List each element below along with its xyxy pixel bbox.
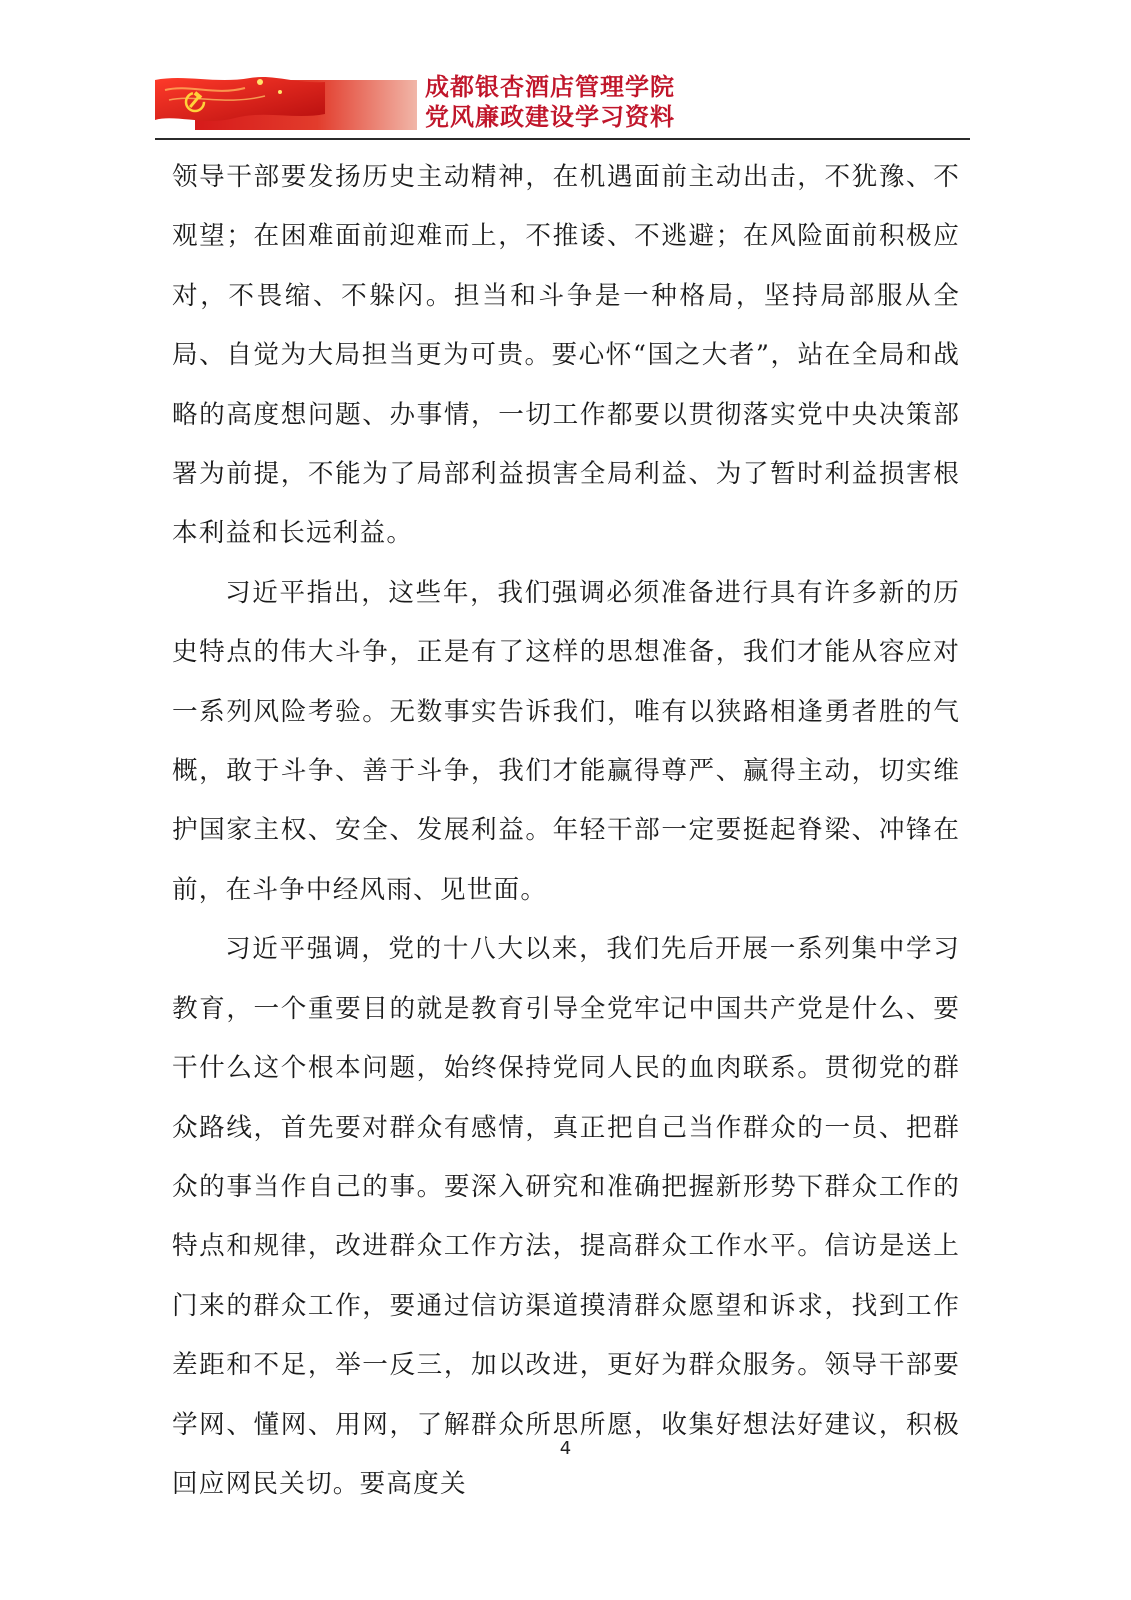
header-document-title: 党风廉政建设学习资料 (425, 103, 675, 131)
body-text (172, 148, 960, 1514)
page-number: 4 (559, 1438, 572, 1459)
header-school-name: 成都银杏酒店管理学院 (425, 73, 675, 101)
party-emblem-banner (155, 74, 417, 132)
document-header (155, 62, 970, 140)
paragraph: 习近平强调，党的十八大以来，我们先后开展一系列集中学习教育，一个重要目的就是教育引导全党牢记中国共产党是什么、要干什么这个根本问题，始终保持党同人民的血肉联系。贯彻党的群众路线，首先要对群众有感情，真正把自己当作群众的一员、把群众的事当作自己的事。要深入研究和准确把握新形势下群众工作的特点和规律，改进群众工作方法，提高群众工作水平。信访是送上门来的群众工作，要通过信访渠道摸清群众愿望和诉求，找到工作差距和不足，举一反三，加以改进，更好为群众服务。领导干部要学网、懂网、用网，了解群众所思所愿，收集好想法好建议，积极回应网民关切。要高度关 (172, 934, 960, 1499)
header-divider (155, 138, 970, 140)
paragraph: 领导干部要发扬历史主动精神，在机遇面前主动出击，不犹豫、不观望；在困难面前迎难而上，不推诿、不逃避；在风险面前积极应对，不畏缩、不躲闪。担当和斗争是一种格局，坚持局部服从全局、自觉为大局担当更为可贵。要心怀“国之大者”，站在全局和战略的高度想问题、办事情，一切工作都要以贯彻落实党中央决策部署为前提，不能为了局部利益损害全局利益、为了暂时利益损害根本利益和长远利益。 (172, 162, 960, 549)
paragraph: 习近平指出，这些年，我们强调必须准备进行具有许多新的历史特点的伟大斗争，正是有了这样的思想准备，我们才能从容应对一系列风险考验。无数事实告诉我们，唯有以狭路相逢勇者胜的气概，敢于斗争、善于斗争，我们才能赢得尊严、赢得主动，切实维护国家主权、安全、发展利益。年轻干部一定要挺起脊梁、冲锋在前，在斗争中经风雨、见世面。 (172, 577, 960, 905)
